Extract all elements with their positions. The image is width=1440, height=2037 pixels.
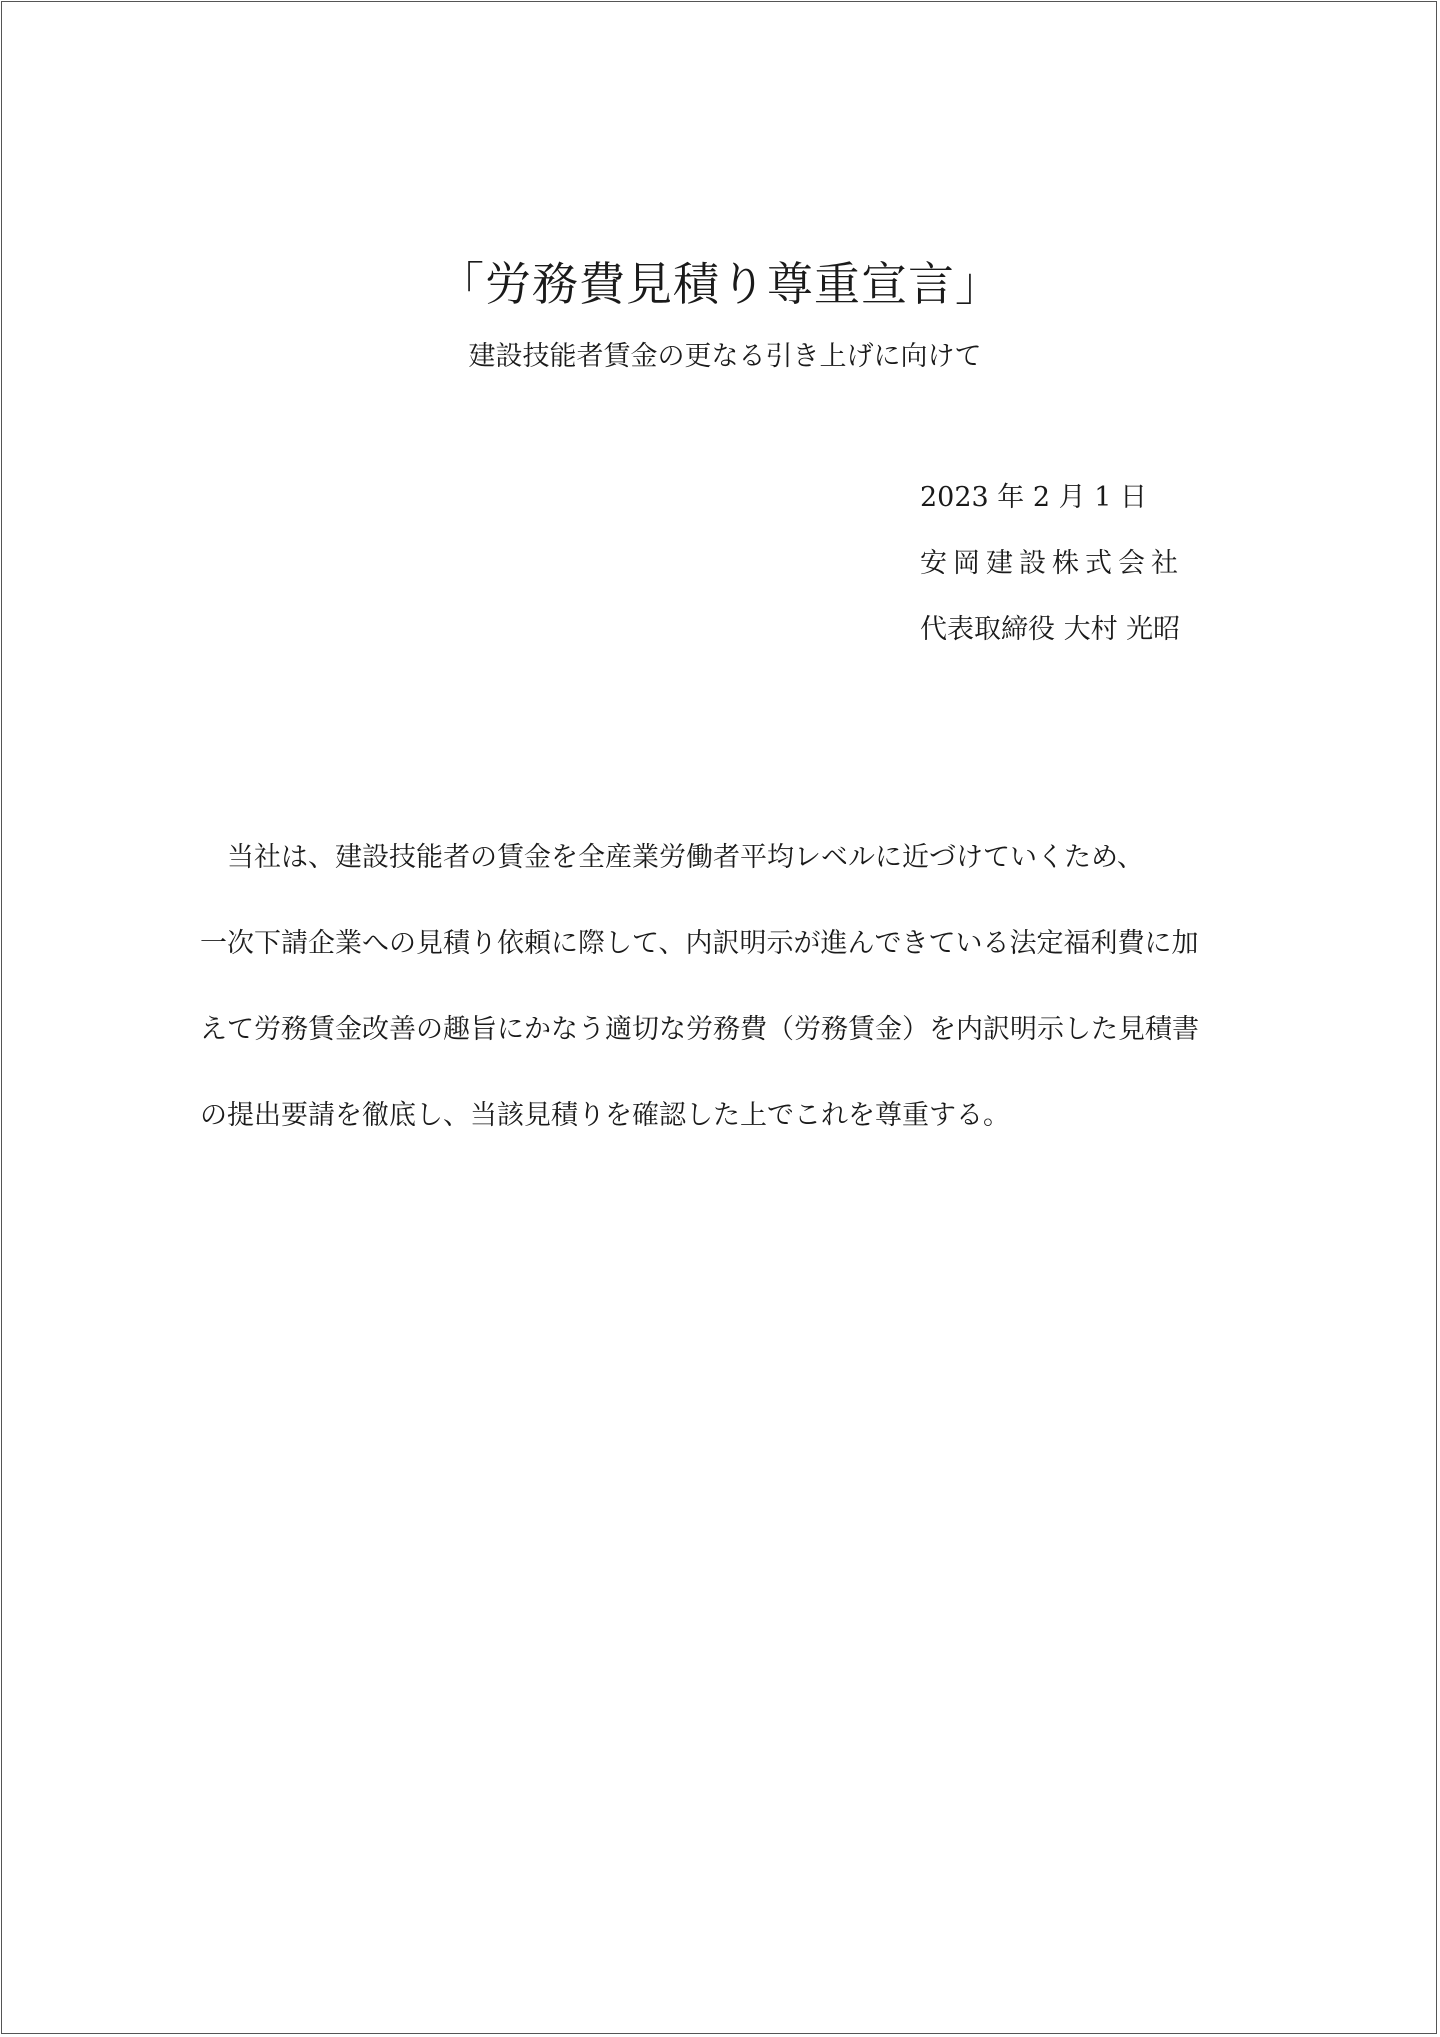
signature-block xyxy=(920,478,1340,676)
body-line: の提出要請を徹底し、当該見積りを確認した上でこれを尊重する。 xyxy=(200,1100,1010,1131)
body-line: えて労務賃金改善の趣旨にかなう適切な労務費（労務賃金）を内訳明示した見積書 xyxy=(200,1014,1199,1045)
document-title: 「労務費見積り尊重宣言」 xyxy=(438,257,1002,311)
signature-date: 2023 年 2 月 1 日 xyxy=(920,482,1147,513)
signature-representative: 代表取締役 大村 光昭 xyxy=(920,614,1181,645)
signature-company: 安岡建設株式会社 xyxy=(920,548,1184,579)
declaration-body xyxy=(200,838,1240,1182)
body-line: 一次下請企業への見積り依頼に際して、内訳明示が進んできている法定福利費に加 xyxy=(200,928,1199,959)
document-subtitle: 建設技能者賃金の更なる引き上げに向けて xyxy=(468,341,982,372)
body-line: 当社は、建設技能者の賃金を全産業労働者平均レベルに近づけていくため、 xyxy=(200,842,1144,873)
